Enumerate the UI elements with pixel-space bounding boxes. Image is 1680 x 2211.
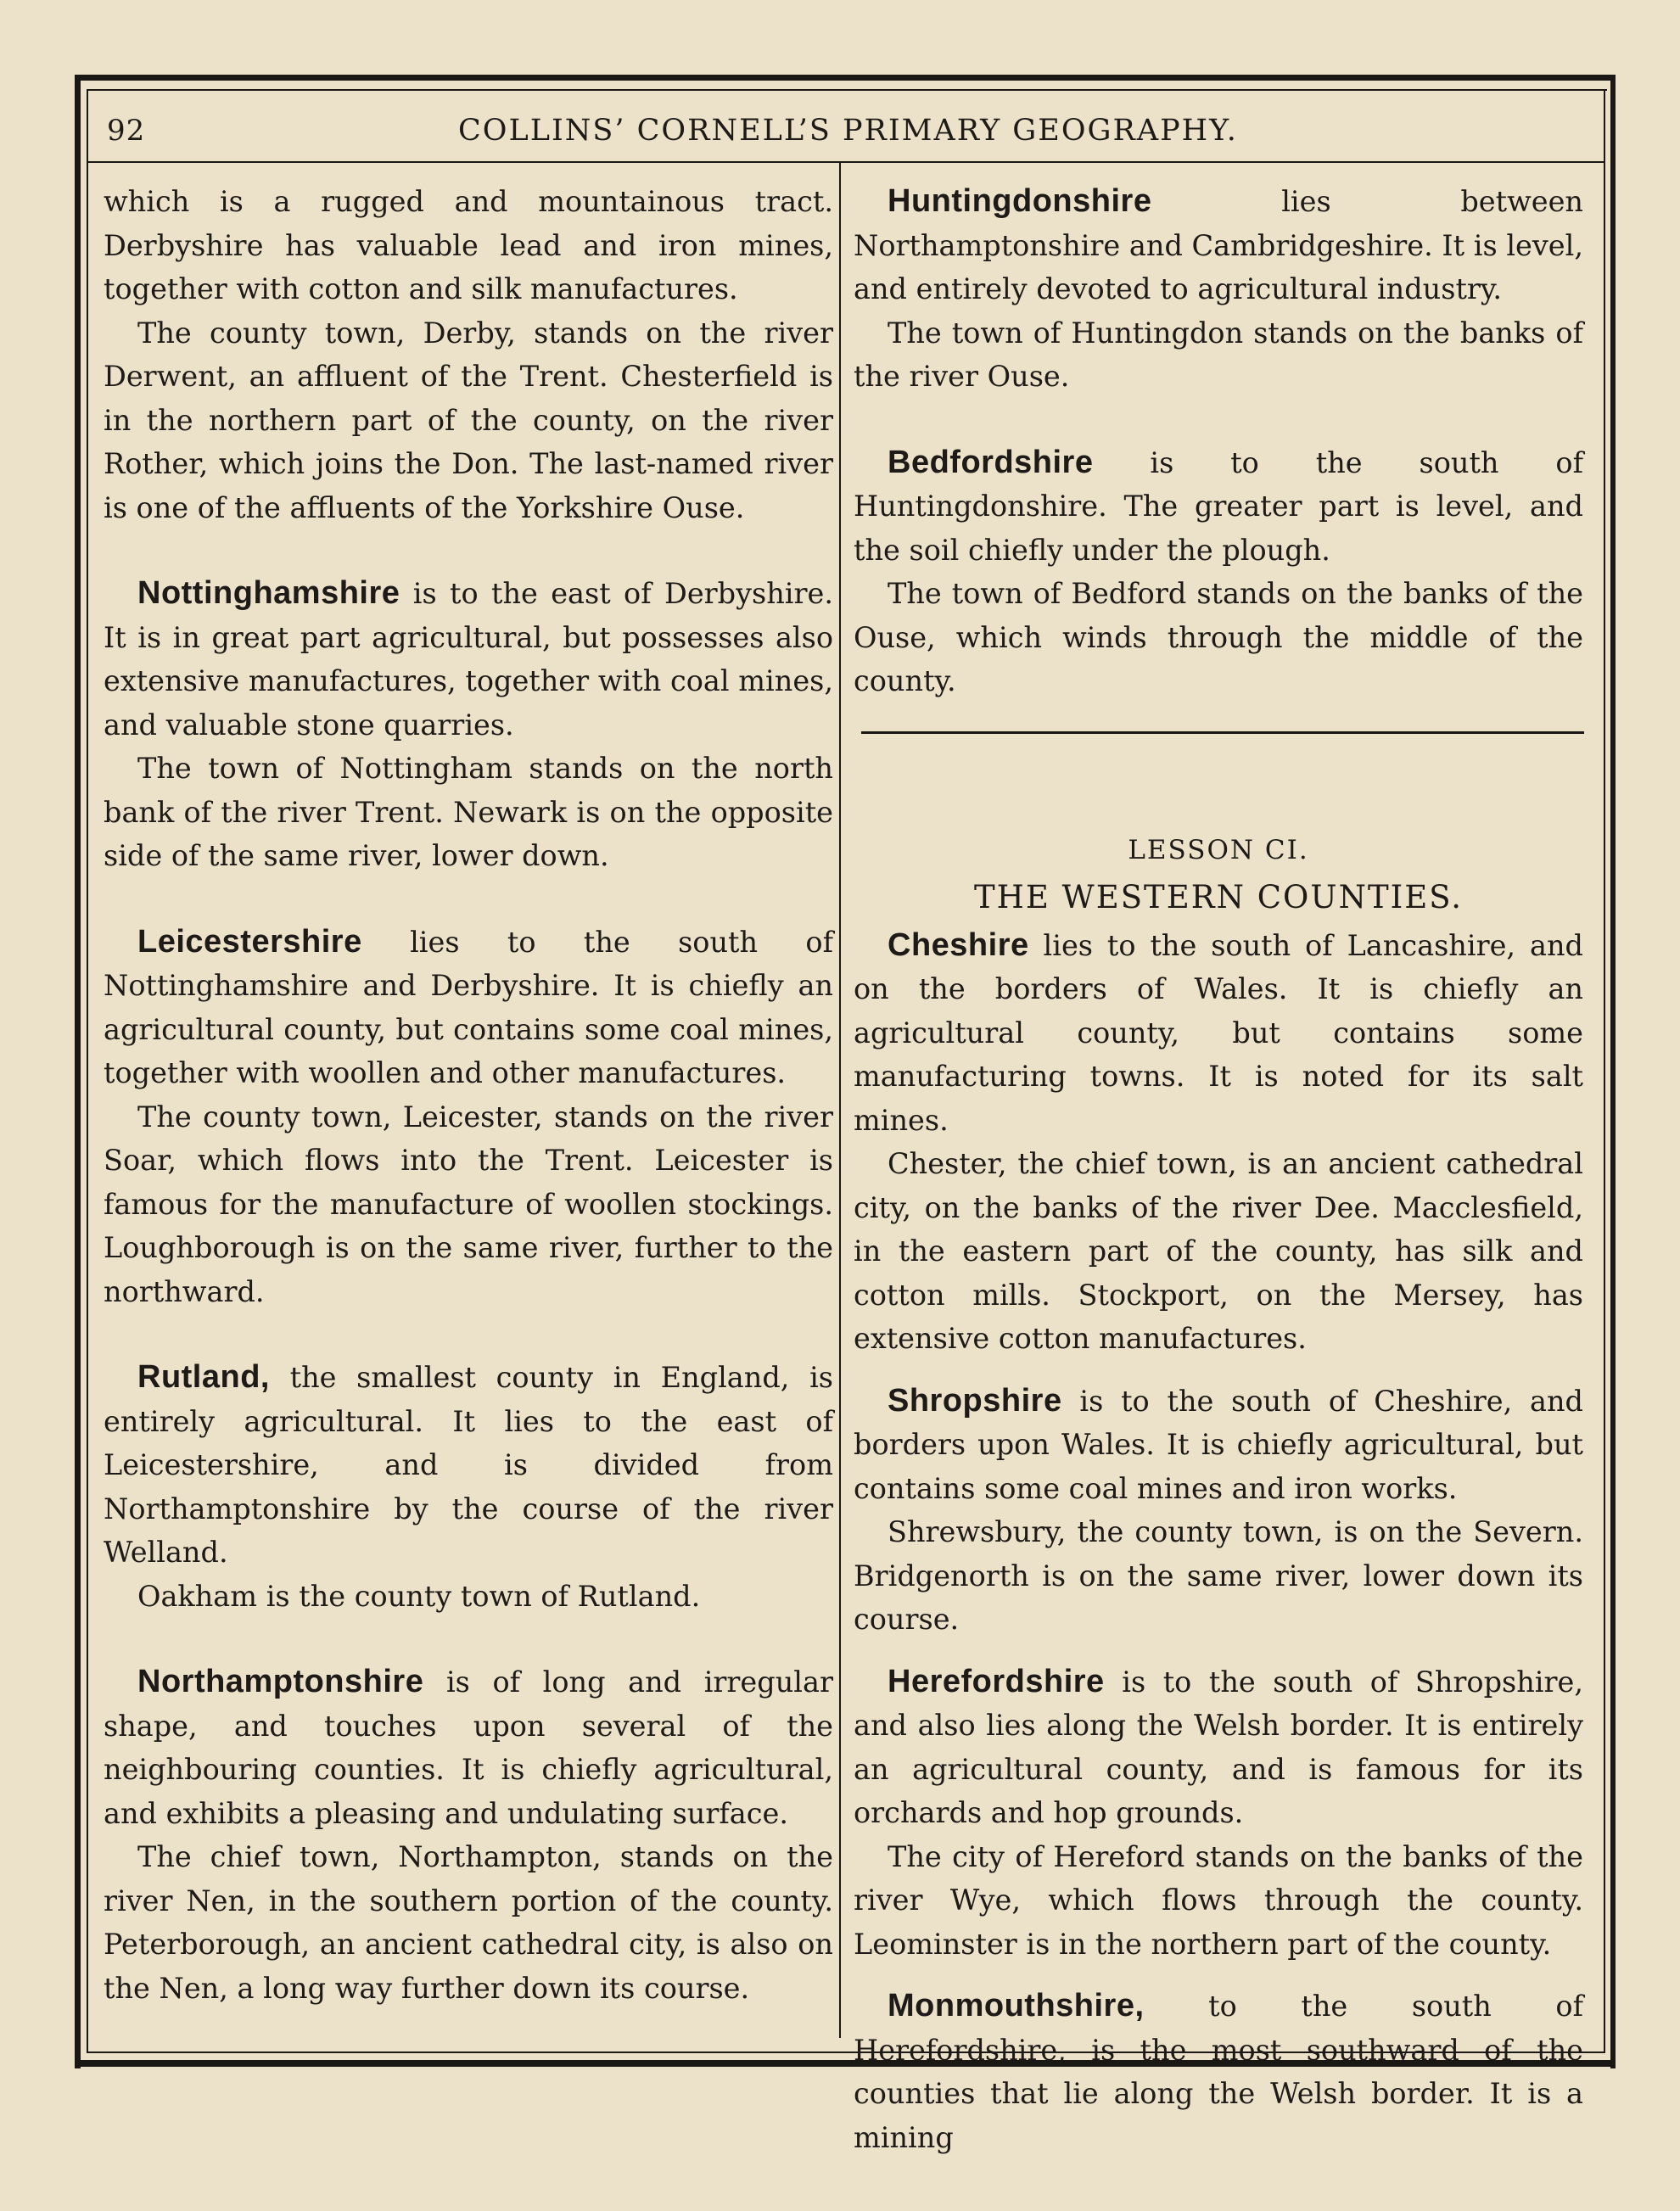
paragraph: The chief town, Northampton, stands on the river Nen, in the southern portion of the county. Peterborough, an ancient cathedral city, is also on the Nen, a long way further down its course. — [104, 1840, 833, 2005]
county-paragraph-huntingdonshire — [854, 180, 1583, 311]
running-title: COLLINS’ CORNELL’S PRIMARY GEOGRAPHY. — [458, 114, 1238, 148]
county-description: lies to the south of Nottinghamshire and Derbyshire. It is chiefly an agricultural county, but contains some coal mines, together with woollen and other manufactures. — [104, 925, 833, 1089]
lesson-spacer — [854, 703, 1583, 829]
county-name: Monmouthshire, — [888, 1988, 1145, 2023]
county-paragraph-herefordshire — [854, 1660, 1583, 1835]
frame-right-rule — [1610, 75, 1616, 2068]
county-description: lies between Northamptonshire and Cambridgeshire. It is level, and entirely devoted to agricultural industry. — [854, 185, 1583, 305]
county-description: the smallest county in England, is entirely agricultural. It lies to the east of Leicestershire, and is divided from Northamptonshire by the course of the river Welland. — [104, 1361, 833, 1569]
county-paragraph-leicestershire — [104, 921, 833, 1095]
county-name: Cheshire — [888, 926, 1029, 963]
county-description: lies to the south of Lancashire, and on the borders of Wales. It is chiefly an agricultural county, but contains some manufacturing towns. It is noted for its salt mines. — [854, 928, 1583, 1137]
lesson-number: LESSON CI. — [1128, 834, 1309, 865]
county-paragraph-cheshire — [854, 924, 1583, 1143]
paragraph: which is a rugged and mountainous tract. Derbyshire has valuable lead and iron mines, together with cotton and silk manufactures. — [104, 185, 833, 305]
frame-top-rule — [81, 75, 1613, 81]
county-paragraph-rutland — [104, 1356, 833, 1575]
county-paragraph-shropshire — [854, 1380, 1583, 1511]
county-description: is to the east of Derbyshire. It is in great part agricultural, but possesses also extensive manufactures, together with coal mines, and valuable stone quarries. — [104, 577, 833, 742]
county-name: Huntingdonshire — [888, 183, 1152, 219]
county-name: Herefordshire — [888, 1663, 1105, 1699]
paragraph: Oakham is the county town of Rutland. — [137, 1579, 701, 1613]
county-name: Leicestershire — [137, 923, 362, 960]
county-name: Rutland, — [137, 1359, 270, 1395]
county-description: to the south of Herefordshire, is the most southward of the counties that lie along the Welsh border. It is a mining — [854, 1990, 1583, 2154]
frame-left-rule — [75, 75, 81, 2068]
paragraph: The town of Bedford stands on the banks of the Ouse, which winds through the middle of the county. — [854, 577, 1583, 697]
county-paragraph-bedfordshire — [854, 441, 1583, 573]
column-divider — [839, 163, 841, 2038]
right-column — [854, 180, 1583, 2159]
county-description: is to the south of Huntingdonshire. The greater part is level, and the soil chiefly under the plough. — [854, 445, 1583, 567]
page-number: 92 — [107, 114, 146, 148]
left-column — [104, 180, 833, 2010]
county-name: Northamptonshire — [137, 1664, 424, 1699]
county-description: is to the south of Cheshire, and borders upon Wales. It is chiefly agricultural, but contains some coal mines and iron works. — [854, 1384, 1583, 1505]
frame-left-inner-rule — [87, 89, 88, 2053]
paragraph: The town of Nottingham stands on the north bank of the river Trent. Newark is on the opposite side of the same river, lower down. — [104, 752, 833, 872]
paragraph: Chester, the chief town, is an ancient cathedral city, on the banks of the river Dee. Macclesfield, in the eastern part of the county, has silk and cotton mills. Stockport, on the Mersey, has extensive cotton manufactures. — [854, 1147, 1583, 1355]
county-paragraph-northamptonshire — [104, 1660, 833, 1835]
paragraph: The city of Hereford stands on the banks of the river Wye, which flows through the county. Leominster is in the northern part of the county. — [854, 1839, 1583, 1961]
county-name: Shropshire — [888, 1382, 1062, 1419]
paragraph: The town of Huntingdon stands on the banks of the river Ouse. — [854, 316, 1583, 393]
county-description: is of long and irregular shape, and touches upon several of the neighbouring counties. It is chiefly agricultural, and exhibits a pleasing and undulating surface. — [104, 1665, 833, 1830]
paragraph: The county town, Leicester, stands on the river Soar, which flows into the Trent. Leicester is famous for the manufacture of woollen stockings. Loughborough is on the same river, further to the northward. — [104, 1100, 833, 1308]
frame-top-inner-rule — [87, 89, 1607, 91]
county-paragraph-nottinghamshire — [104, 572, 833, 747]
header-rule — [88, 161, 1604, 163]
paragraph: Shrewsbury, the county town, is on the Severn. Bridgenorth is on the same river, lower down its course. — [854, 1515, 1583, 1636]
lesson-title: THE WESTERN COUNTIES. — [973, 878, 1464, 915]
county-paragraph-monmouthshire — [854, 1984, 1583, 2159]
county-name: Nottinghamshire — [137, 575, 400, 611]
frame-right-inner-rule — [1604, 89, 1605, 2053]
county-name: Bedfordshire — [888, 444, 1094, 480]
county-description: is to the south of Shropshire, and also lies along the Welsh border. It is entirely an agricultural county, and is famous for its orchards and hop grounds. — [854, 1665, 1583, 1829]
paragraph: The county town, Derby, stands on the river Derwent, an affluent of the Trent. Chesterfield is in the northern part of the county, on the river Rother, which joins the Don. The last-named river is one of the affluents of the Yorkshire Ouse. — [104, 316, 833, 524]
